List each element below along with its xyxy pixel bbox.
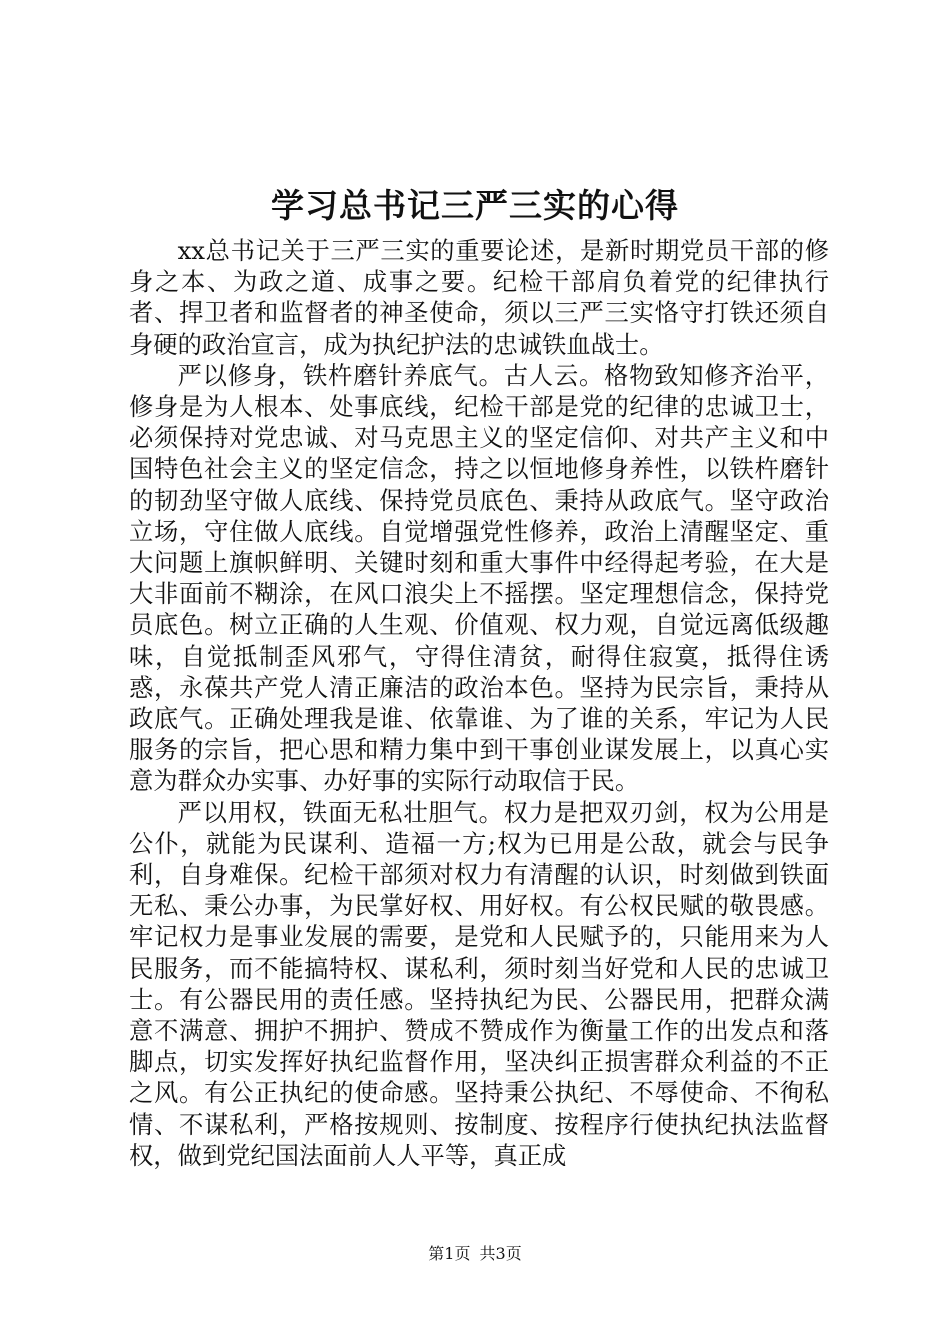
page-number-footer: 第1页 共3页 [428, 1244, 522, 1263]
paragraph-3: 严以用权，铁面无私壮胆气。权力是把双刃剑，权为公用是公仆，就能为民谋利、造福一方;权为已用是公敌，就会与民争利，自身难保。纪检干部须对权力有清醒的认识，时刻做到铁面无私、秉公办事，为民掌好权、用好权。有公权民赋的敬畏感。牢记权力是事业发展的需要，是党和人民赋予的，只能用来为人民服务，而不能搞特权、谋私利，须时刻当好党和人民的忠诚卫士。有公器民用的责任感。坚持执纪为民、公器民用，把群众满意不满意、拥护不拥护、赞成不赞成作为衡量工作的出发点和落脚点，切实发挥好执纪监督作用，坚决纠正损害群众利益的不正之风。有公正执纪的使命感。坚持秉公执纪、不辱使命、不徇私情、不谋私利，严格按规则、按制度、按程序行使执纪执法监督权，做到党纪国法面前人人平等，真正成 [129, 797, 829, 1170]
paragraph-1: xx总书记关于三严三实的重要论述，是新时期党员干部的修身之本、为政之道、成事之要。纪检干部肩负着党的纪律执行者、捍卫者和监督者的神圣使命，须以三严三实恪守打铁还须自身硬的政治宣言，成为执纪护法的忠诚铁血战士。 [129, 236, 829, 359]
paragraph-2: 严以修身，铁杵磨针养底气。古人云。格物致知修齐治平，修身是为人根本、处事底线，纪检干部是党的纪律的忠诚卫士，必须保持对党忠诚、对马克思主义的坚定信仰、对共产主义和中国特色社会主义的坚定信念，持之以恒地修身养性，以铁杵磨针的韧劲坚守做人底线、保持党员底色、秉持从政底气。坚守政治立场，守住做人底线。自觉增强党性修养，政治上清醒坚定、重大问题上旗帜鲜明、关键时刻和重大事件中经得起考验，在大是大非面前不糊涂，在风口浪尖上不摇摆。坚定理想信念，保持党员底色。树立正确的人生观、价值观、权力观，自觉远离低级趣味，自觉抵制歪风邪气，守得住清贫，耐得住寂寞，抵得住诱惑，永葆共产党人清正廉洁的政治本色。坚持为民宗旨，秉持从政底气。正确处理我是谁、依靠谁、为了谁的关系，牢记为人民服务的宗旨，把心思和精力集中到干事创业谋发展上，以真心实意为群众办实事、办好事的实际行动取信于民。 [129, 360, 829, 796]
document-title: 学习总书记三严三实的心得 [271, 186, 679, 225]
document-body [129, 235, 829, 1171]
